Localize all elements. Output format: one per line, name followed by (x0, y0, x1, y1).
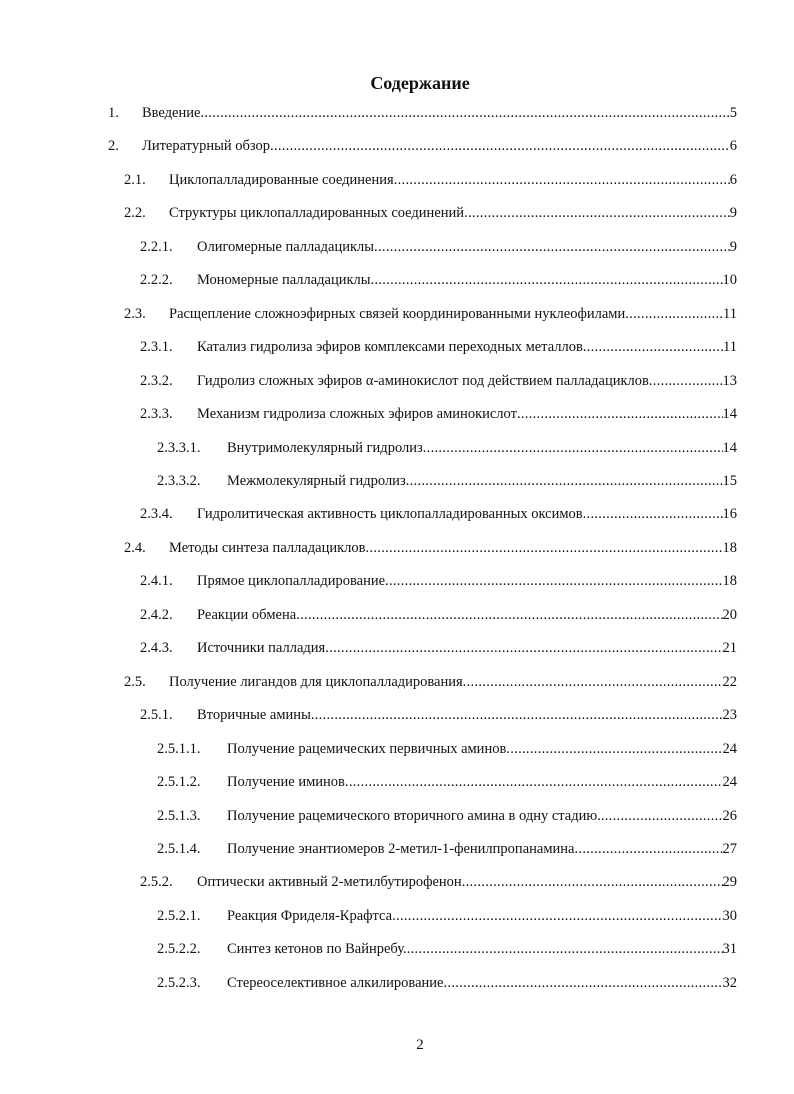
toc-entry-number: 2.5.1.1. (157, 740, 201, 757)
toc-entry-page: 29 (722, 874, 737, 891)
toc-entry-page: 16 (722, 506, 737, 523)
toc-entry-line (227, 806, 737, 826)
dot-leader (407, 939, 723, 959)
toc-entry-page: 30 (722, 907, 737, 924)
toc-entry-number: 2.5.1. (140, 707, 173, 724)
toc-entry-page: 11 (723, 305, 737, 322)
toc-entry-title: Катализ гидролиза эфиров комплексами переходных металлов (197, 339, 583, 356)
toc-entry-number: 2. (108, 138, 119, 155)
toc-entry-line (197, 337, 737, 357)
toc-entry-number: 2.5.1.2. (157, 774, 201, 791)
toc-entry-line (197, 638, 737, 658)
toc-entry[interactable] (0, 571, 794, 604)
dot-leader (311, 705, 723, 725)
toc-entry[interactable] (0, 638, 794, 671)
toc-entry-page: 15 (722, 472, 737, 489)
toc-entry-line (197, 237, 737, 257)
toc-entry-page: 6 (729, 171, 737, 188)
dot-leader (385, 571, 722, 591)
toc-entry-title: Межмолекулярный гидролиз (227, 472, 406, 489)
toc-entry[interactable] (0, 438, 794, 471)
toc-entry[interactable] (0, 705, 794, 738)
toc-entry-title: Реакция Фриделя-Крафтса (227, 907, 393, 924)
dot-leader (649, 371, 723, 391)
toc-entry[interactable] (0, 471, 794, 504)
toc-entry-number: 2.1. (124, 171, 146, 188)
toc-entry[interactable] (0, 504, 794, 537)
toc-entry-page: 11 (723, 339, 737, 356)
toc-entry-number: 2.4.1. (140, 573, 173, 590)
toc-entry-line (227, 739, 737, 759)
dot-leader (601, 806, 723, 826)
toc-entry[interactable] (0, 136, 794, 169)
toc-entry-title: Получение энантиомеров 2-метил-1-фенилпропанамина (227, 840, 575, 857)
toc-entry-title: Прямое циклопалладирование (197, 573, 386, 590)
toc-entry[interactable] (0, 772, 794, 805)
toc-entry[interactable] (0, 939, 794, 972)
toc-entry[interactable] (0, 839, 794, 872)
dot-leader (200, 103, 729, 123)
toc-entry[interactable] (0, 672, 794, 705)
dot-leader (625, 304, 723, 324)
toc-entry-number: 2.2.2. (140, 272, 173, 289)
toc-entry-number: 2.4. (124, 539, 146, 556)
toc-entry-number: 2.3. (124, 305, 146, 322)
toc-entry-number: 2.3.3. (140, 406, 173, 423)
toc-entry-page: 23 (722, 707, 737, 724)
toc-entry[interactable] (0, 404, 794, 437)
toc-entry-number: 2.5.2.1. (157, 907, 201, 924)
toc-entry-page: 24 (722, 740, 737, 757)
toc-entry-line (227, 772, 737, 792)
dot-leader (517, 404, 723, 424)
toc-entry[interactable] (0, 806, 794, 839)
toc-entry-number: 2.5.2.2. (157, 941, 201, 958)
toc-entry-page: 21 (722, 640, 737, 657)
toc-entry-title: Литературный обзор (142, 138, 270, 155)
toc-entry-number: 2.2.1. (140, 238, 173, 255)
toc-entry-line (169, 203, 737, 223)
toc-entry[interactable] (0, 605, 794, 638)
toc-entry[interactable] (0, 203, 794, 236)
toc-entry-line (227, 438, 737, 458)
dot-leader (423, 438, 723, 458)
toc-entry-page: 31 (722, 941, 737, 958)
toc-entry-title: Источники палладия (197, 640, 326, 657)
dot-leader (464, 203, 730, 223)
toc-entry-title: Мономерные палладациклы (197, 272, 371, 289)
toc-entry-title: Расщепление сложноэфирных связей координированными нуклеофилами (169, 305, 626, 322)
toc-entry-number: 2.5.1.4. (157, 840, 201, 857)
toc-entry-title: Получение иминов (227, 774, 345, 791)
toc-entry-page: 5 (729, 105, 737, 121)
toc-entry-line (227, 839, 737, 859)
toc-entry-page: 20 (722, 606, 737, 623)
toc-entry-title: Гидролитическая активность циклопалладированных оксимов (197, 506, 583, 523)
toc-entry-line (197, 371, 737, 391)
dot-leader (443, 973, 722, 993)
toc-entry-title: Вторичные амины (197, 707, 311, 724)
toc-entry[interactable] (0, 304, 794, 337)
toc-entry-page: 14 (722, 439, 737, 456)
toc-entry-number: 2.3.3.1. (157, 439, 201, 456)
toc-entry-number: 1. (108, 105, 119, 121)
toc-entry[interactable] (0, 170, 794, 203)
toc-entry-line (142, 103, 737, 123)
toc-entry-page: 14 (722, 406, 737, 423)
dot-leader (325, 638, 722, 658)
page-title: Содержание (370, 73, 470, 93)
toc-entry-line (227, 471, 737, 491)
toc-entry-title: Введение (142, 105, 201, 121)
dot-leader (366, 538, 723, 558)
dot-leader (462, 872, 723, 892)
toc-entry-page: 10 (722, 272, 737, 289)
toc-entry-title: Синтез кетонов по Вайнребу. (227, 941, 407, 958)
toc-entry-line (197, 705, 737, 725)
toc-entry-title: Циклопалладированные соединения (169, 171, 394, 188)
toc-entry-page: 9 (729, 238, 737, 255)
toc-entry-title: Методы синтеза палладациклов (169, 539, 366, 556)
toc-entry-page: 13 (722, 372, 737, 389)
dot-leader (374, 237, 730, 257)
dot-leader (371, 270, 723, 290)
toc-entry-page: 27 (722, 840, 737, 857)
toc-entry-page: 32 (722, 974, 737, 991)
toc-entry-title: Получение лигандов для циклопалладирования (169, 673, 463, 690)
table-of-contents (0, 103, 794, 1006)
toc-entry-title: Внутримолекулярный гидролиз (227, 439, 423, 456)
toc-entry-line (169, 304, 737, 324)
toc-entry[interactable] (0, 973, 794, 1006)
toc-entry-line (227, 906, 737, 926)
toc-entry-title: Получение рацемических первичных аминов (227, 740, 507, 757)
toc-entry[interactable] (0, 337, 794, 370)
toc-entry-title: Реакции обмена (197, 606, 297, 623)
toc-entry-line (169, 672, 737, 692)
toc-entry-line (197, 872, 737, 892)
toc-entry-line (197, 404, 737, 424)
toc-entry-line (227, 973, 737, 993)
toc-entry-title: Оптически активный 2-метилбутирофенон (197, 874, 462, 891)
toc-entry-page: 6 (729, 138, 737, 155)
toc-entry-page: 9 (729, 205, 737, 222)
toc-entry[interactable] (0, 739, 794, 772)
toc-entry-number: 2.3.2. (140, 372, 173, 389)
toc-entry[interactable] (0, 270, 794, 303)
toc-entry-title: Получение рацемического вторичного амина в одну стадию. (227, 807, 601, 824)
toc-entry-page: 18 (722, 573, 737, 590)
toc-entry-number: 2.4.3. (140, 640, 173, 657)
toc-entry-page: 24 (722, 774, 737, 791)
dot-leader (583, 337, 723, 357)
toc-entry-title: Структуры циклопалладированных соединений (169, 205, 465, 222)
toc-entry-title: Стереоселективное алкилирование (227, 974, 444, 991)
dot-leader (270, 136, 730, 156)
toc-entry-line (197, 605, 737, 625)
toc-entry[interactable] (0, 103, 794, 136)
dot-leader (394, 170, 730, 190)
toc-entry-page: 22 (722, 673, 737, 690)
toc-entry-title: Олигомерные палладациклы (197, 238, 375, 255)
toc-entry[interactable] (0, 872, 794, 905)
toc-entry-number: 2.5.2. (140, 874, 173, 891)
toc-entry[interactable] (0, 538, 794, 571)
toc-entry-number: 2.4.2. (140, 606, 173, 623)
toc-entry-number: 2.3.1. (140, 339, 173, 356)
dot-leader (574, 839, 722, 859)
toc-entry-line (197, 504, 737, 524)
dot-leader (406, 471, 723, 491)
dot-leader (583, 504, 723, 524)
toc-entry-line (197, 571, 737, 591)
toc-entry-number: 2.5.2.3. (157, 974, 201, 991)
dot-leader (506, 739, 722, 759)
toc-entry-line (169, 538, 737, 558)
toc-entry-line (169, 170, 737, 190)
page-number: 2 (416, 1037, 424, 1053)
toc-entry[interactable] (0, 906, 794, 939)
toc-entry-line (227, 939, 737, 959)
toc-entry-line (197, 270, 737, 290)
dot-leader (345, 772, 723, 792)
toc-entry-number: 2.3.4. (140, 506, 173, 523)
toc-entry[interactable] (0, 237, 794, 270)
toc-entry-page: 26 (722, 807, 737, 824)
toc-entry-line (142, 136, 737, 156)
toc-entry-number: 2.3.3.2. (157, 472, 201, 489)
toc-entry-page: 18 (722, 539, 737, 556)
toc-entry-title: Гидролиз сложных эфиров α-аминокислот под действием палладациклов (197, 372, 649, 389)
toc-entry-title: Механизм гидролиза сложных эфиров аминокислот (197, 406, 517, 423)
toc-entry-number: 2.5. (124, 673, 146, 690)
toc-entry-number: 2.2. (124, 205, 146, 222)
dot-leader (392, 906, 722, 926)
dot-leader (463, 672, 723, 692)
dot-leader (296, 605, 722, 625)
toc-entry-number: 2.5.1.3. (157, 807, 201, 824)
toc-entry[interactable] (0, 371, 794, 404)
